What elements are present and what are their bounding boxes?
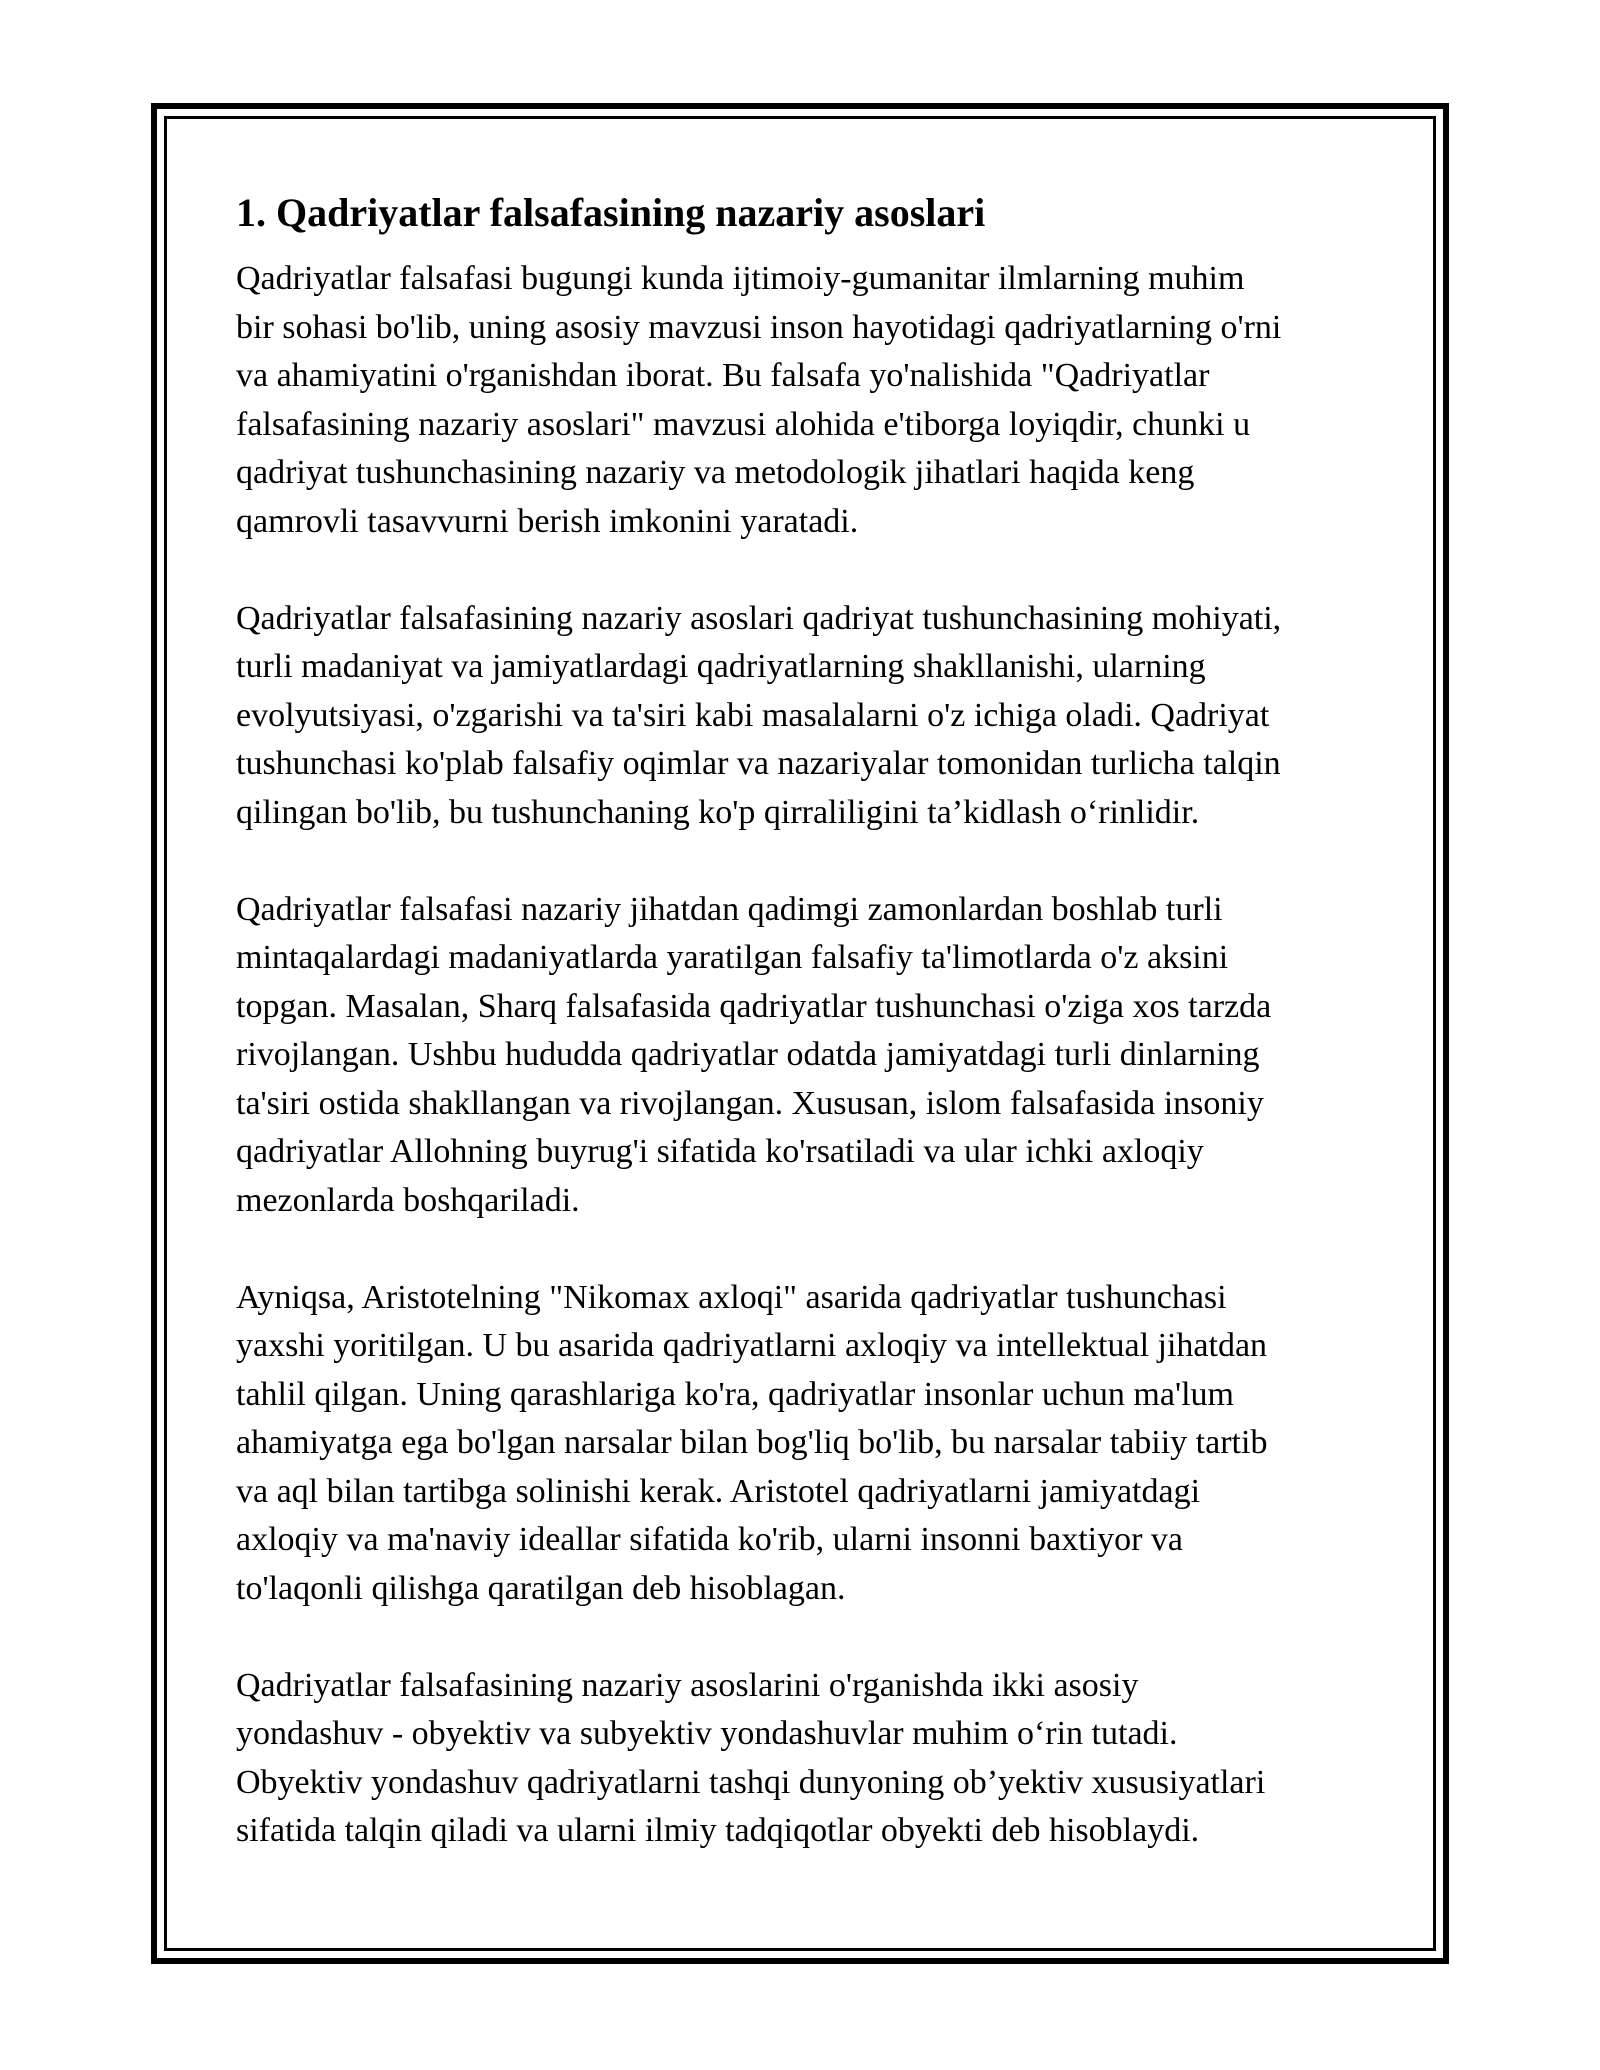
paragraph	[236, 1662, 1376, 1856]
text-line: qadriyatlar Allohning buyrug'i sifatida ko'rsatiladi va ular ichki axloqiy	[236, 1133, 1204, 1170]
text-line: mezonlarda boshqariladi.	[236, 1181, 580, 1219]
section-title: 1. Qadriyatlar falsafasining nazariy asoslari	[236, 190, 986, 235]
text-line: ahamiyatga ega bo'lgan narsalar bilan bog'liq bo'lib, bu narsalar tabiiy tartib	[236, 1424, 1268, 1461]
text-line: Ayniqsa, Aristotelning "Nikomax axloqi" asarida qadriyatlar tushunchasi	[236, 1278, 1227, 1316]
text-line: Obyektiv yondashuv qadriyatlarni tashqi dunyoning ob’yektiv xususiyatlari	[236, 1763, 1266, 1801]
text-line: to'laqonli qilishga qaratilgan deb hisoblagan.	[236, 1569, 846, 1607]
text-line: qamrovli tasavvurni berish imkonini yaratadi.	[236, 502, 859, 540]
text-line: Qadriyatlar falsafasi nazariy jihatdan qadimgi zamonlardan boshlab turli	[236, 890, 1223, 928]
text-line: tushunchasi ko'plab falsafiy oqimlar va nazariyalar tomonidan turlicha talqin	[236, 745, 1281, 782]
text-line: va ahamiyatini o'rganishdan iborat. Bu falsafa yo'nalishida "Qadriyatlar	[236, 357, 1210, 394]
text-line: Qadriyatlar falsafasi bugungi kunda ijtimoiy-gumanitar ilmlarning muhim	[236, 260, 1245, 297]
text-line: yaxshi yoritilgan. U bu asarida qadriyatlarni axloqiy va intellektual jihatdan	[236, 1327, 1268, 1364]
paragraph	[236, 886, 1376, 1226]
paragraph	[236, 595, 1376, 838]
text-line: evolyutsiyasi, o'zgarishi va ta'siri kabi masalalarni o'z ichiga oladi. Qadriyat	[236, 696, 1270, 734]
paragraph	[236, 255, 1376, 546]
text-line: Qadriyatlar falsafasining nazariy asoslari qadriyat tushunchasining mohiyati,	[236, 599, 1282, 637]
text-line: bir sohasi bo'lib, uning asosiy mavzusi inson hayotidagi qadriyatlarning o'rni	[236, 308, 1282, 346]
document-body	[236, 185, 1376, 1904]
text-line: va aql bilan tartibga solinishi kerak. Aristotel qadriyatlarni jamiyatdagi	[236, 1472, 1201, 1510]
paragraph	[236, 1274, 1376, 1614]
text-line: mintaqalardagi madaniyatlarda yaratilgan falsafiy ta'limotlarda o'z aksini	[236, 939, 1229, 976]
text-line: topgan. Masalan, Sharq falsafasida qadriyatlar tushunchasi o'ziga xos tarzda	[236, 987, 1272, 1025]
text-line: axloqiy va ma'naviy ideallar sifatida ko'rib, ularni insonni baxtiyor va	[236, 1521, 1184, 1558]
text-line: yondashuv - obyektiv va subyektiv yondashuvlar muhim o‘rin tutadi.	[236, 1715, 1178, 1752]
text-line: falsafasining nazariy asoslari" mavzusi alohida e'tiborga loyiqdir, chunki u	[236, 405, 1251, 443]
text-line: qilingan bo'lib, bu tushunchaning ko'p qirraliligini ta’kidlash o‘rinlidir.	[236, 793, 1200, 831]
text-line: qadriyat tushunchasining nazariy va metodologik jihatlari haqida keng	[236, 454, 1195, 491]
text-line: rivojlangan. Ushbu hududda qadriyatlar odatda jamiyatdagi turli dinlarning	[236, 1036, 1260, 1073]
text-line: tahlil qilgan. Uning qarashlariga ko'ra, qadriyatlar insonlar uchun ma'lum	[236, 1375, 1234, 1413]
text-line: turli madaniyat va jamiyatlardagi qadriyatlarning shakllanishi, ularning	[236, 648, 1206, 685]
text-line: ta'siri ostida shakllangan va rivojlangan. Xususan, islom falsafasida insoniy	[236, 1084, 1264, 1122]
text-line: sifatida talqin qiladi va ularni ilmiy tadqiqotlar obyekti deb hisoblaydi.	[236, 1812, 1200, 1849]
text-line: Qadriyatlar falsafasining nazariy asoslarini o'rganishda ikki asosiy	[236, 1666, 1139, 1704]
